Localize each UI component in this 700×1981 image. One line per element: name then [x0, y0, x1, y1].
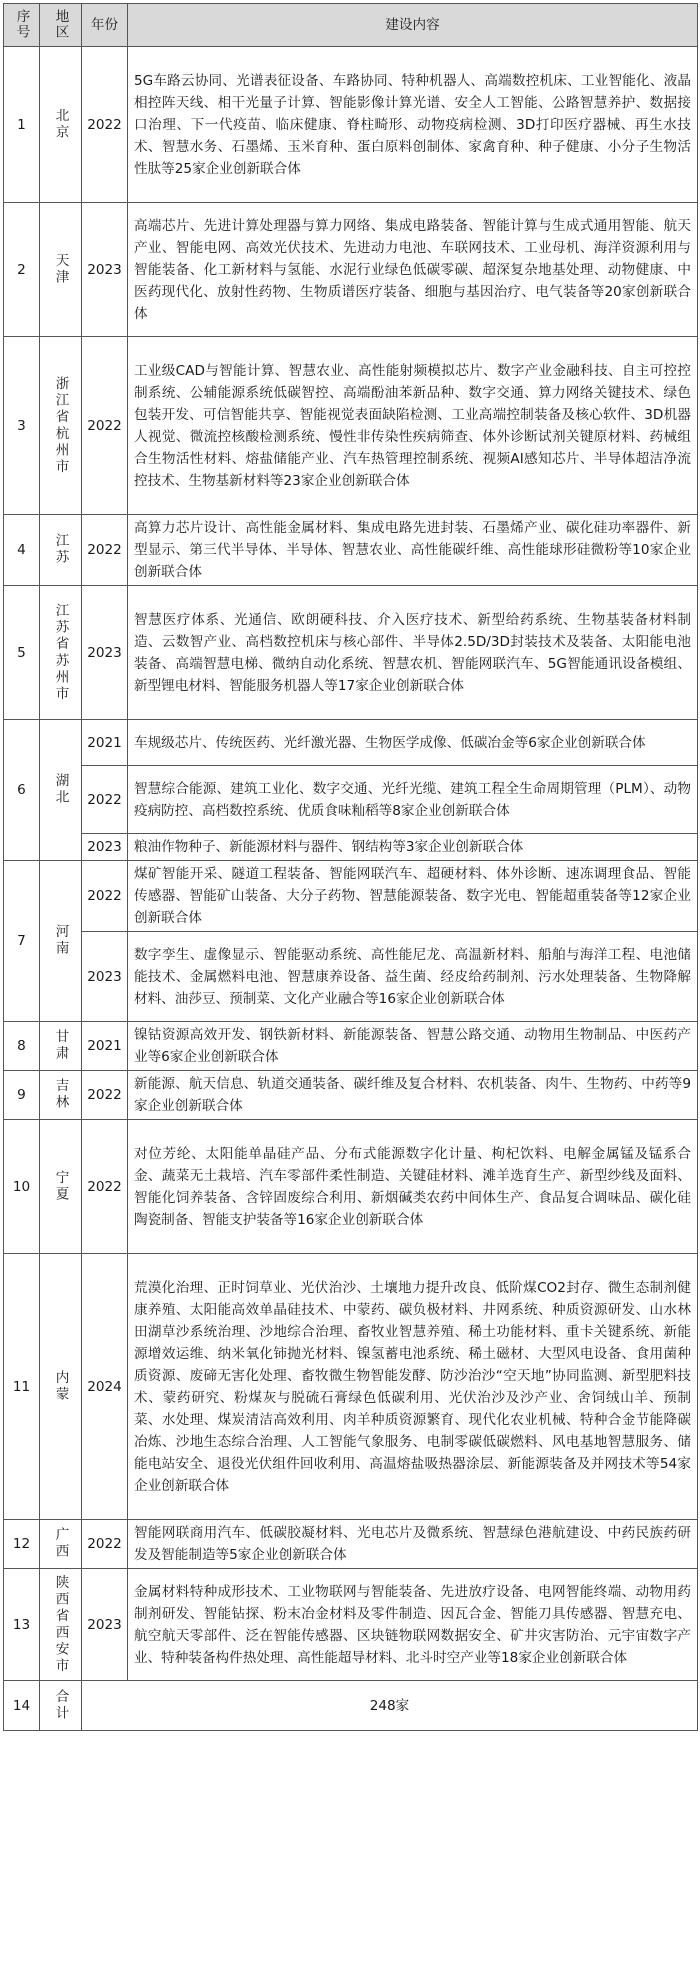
row-number: 9: [4, 1071, 40, 1120]
region-cell: 江苏: [40, 515, 82, 586]
content-cell: 工业级CAD与智能计算、智慧农业、高性能射频模拟芯片、数字产业金融科技、自主可控控制系统、公辅能源系统低碳智控、高端酚油苯新品种、数字交通、算力网络关键技术、绿色包装开发、可信智能共享、智能视觉表面缺陷检测、工业高端控制装备及核心软件、3D机器人视觉、微流控核酸检测系统、慢性非传染性疾病筛查、体外诊断试剂关键原材料、药械组合生物活性材料、熔盐储能产业、汽车热管理控制系统、视频AI感知芯片、半导体超洁净流控技术、生物基新材料等23家企业创新联合体: [128, 337, 698, 515]
total-label: 合计: [40, 1681, 82, 1731]
year-cell: 2022: [82, 861, 128, 932]
content-cell: 车规级芯片、传统医药、光纤激光器、生物医学成像、低碳冶金等6家企业创新联合体: [128, 720, 698, 766]
row-number: 13: [4, 1569, 40, 1681]
content-cell: 数字孪生、虚像显示、智能驱动系统、高性能尼龙、高温新材料、船舶与海洋工程、电池储能技术、金属燃料电池、智慧康养设备、益生菌、经皮给药制剂、污水处理装备、生物降解材料、油莎豆、预制菜、文化产业融合等16家企业创新联合体: [128, 932, 698, 1022]
table-row: [4, 1071, 698, 1120]
content-cell: 智慧综合能源、建筑工业化、数字交通、光纤光缆、建筑工程全生命周期管理（PLM）、动物疫病防控、高档数控系统、优质食味籼稻等8家企业创新联合体: [128, 766, 698, 834]
row-number: 1: [4, 47, 40, 203]
year-cell: 2022: [82, 1520, 128, 1569]
header-year: 年份: [82, 4, 128, 47]
table-row: [4, 720, 698, 766]
header-seq: 序号: [4, 4, 40, 47]
total-value: 248家: [82, 1681, 698, 1731]
table-row: [4, 203, 698, 337]
header-region: 地区: [40, 4, 82, 47]
region-cell: 陕西省西安市: [40, 1569, 82, 1681]
region-cell: 北京: [40, 47, 82, 203]
table-row: [4, 861, 698, 932]
row-number: 4: [4, 515, 40, 586]
table-row: [4, 337, 698, 515]
region-cell: 宁夏: [40, 1120, 82, 1254]
row-number: 11: [4, 1254, 40, 1520]
table-row: [4, 1120, 698, 1254]
table-row: [4, 47, 698, 203]
year-cell: 2023: [82, 1569, 128, 1681]
content-cell: 5G车路云协同、光谱表征设备、车路协同、特种机器人、高端数控机床、工业智能化、液晶相控阵天线、相干光量子计算、智能影像计算光谱、安全人工智能、公路智慧养护、数据接口治理、下一代疫苗、临床健康、脊柱畸形、动物疫病检测、3D打印医疗器械、再生水技术、智慧水务、石墨烯、玉米育种、蛋白原料创制体、家禽育种、种子健康、小分子生物活性肽等25家企业创新联合体: [128, 47, 698, 203]
year-cell: 2021: [82, 1022, 128, 1071]
region-cell: 湖北: [40, 720, 82, 861]
content-cell: 智慧医疗体系、光通信、欧朗硬科技、介入医疗技术、新型给药系统、生物基装备材料制造、云数智产业、高档数控机床与核心部件、半导体2.5D/3D封装技术及装备、太阳能电池装备、高端智慧电梯、微纳自动化系统、智慧农机、智能网联汽车、5G智能通讯设备模组、新型锂电材料、智能服务机器人等17家企业创新联合体: [128, 586, 698, 720]
table-row: [4, 1022, 698, 1071]
table-row: [4, 834, 698, 861]
table-row: [4, 1520, 698, 1569]
innovation-consortia-table: [3, 3, 698, 1731]
year-cell: 2023: [82, 203, 128, 337]
year-cell: 2024: [82, 1254, 128, 1520]
region-cell: 河南: [40, 861, 82, 1022]
header-content: 建设内容: [128, 4, 698, 47]
year-cell: 2023: [82, 932, 128, 1022]
content-cell: 高端芯片、先进计算处理器与算力网络、集成电路装备、智能计算与生成式通用智能、航天产业、智能电网、高效光伏技术、先进动力电池、车联网技术、工业母机、海洋资源利用与智能装备、化工新材料与氢能、水泥行业绿色低碳零碳、超深复杂地基处理、动物健康、中医药现代化、放射性药物、生物质谱医疗装备、细胞与基因治疗、电气装备等20家创新联合体: [128, 203, 698, 337]
region-cell: 吉林: [40, 1071, 82, 1120]
content-cell: 镍钴资源高效开发、钢铁新材料、新能源装备、智慧公路交通、动物用生物制品、中医药产业等6家企业创新联合体: [128, 1022, 698, 1071]
year-cell: 2022: [82, 1120, 128, 1254]
table-row: [4, 1254, 698, 1520]
region-cell: 天津: [40, 203, 82, 337]
year-cell: 2022: [82, 515, 128, 586]
region-cell: 广西: [40, 1520, 82, 1569]
table-row: [4, 932, 698, 1022]
row-number: 2: [4, 203, 40, 337]
content-cell: 荒漠化治理、正时饲草业、光伏治沙、土壤地力提升改良、低阶煤CO2封存、微生态制剂健康养殖、太阳能高效单晶硅技术、中蒙药、碳负极材料、井网系统、种质资源研发、山水林田湖草沙系统治理、沙地综合治理、畜牧业智慧养殖、稀土功能材料、重卡关键系统、新能源增效运维、纳米氧化铈抛光材料、镍氢蓄电池系统、稀土磁材、大型风电设备、食用菌种质资源、废碲无害化处理、畜牧微生物智能发酵、防沙治沙“空天地”协同监测、新型肥料技术、蒙药研究、粉煤灰与脱硫石膏绿色低碳利用、光伏治沙及沙产业、舍饲绒山羊、预制菜、水处理、煤炭清洁高效利用、肉羊种质资源繁育、现代化农业机械、特种合金节能降碳冶炼、沙地生态综合治理、人工智能气象服务、电制零碳低碳燃料、风电基地智慧服务、储能电站安全、退役光伏组件回收利用、高温熔盐吸热器涂层、新能源装备及并网技术等54家企业创新联合体: [128, 1254, 698, 1520]
row-number: 5: [4, 586, 40, 720]
table-body: [4, 47, 698, 1731]
content-cell: 对位芳纶、太阳能单晶硅产品、分布式能源数字化计量、枸杞饮料、电解金属锰及锰系合金、蔬菜无土栽培、汽车零部件柔性制造、关键硅材料、滩羊选育生产、新型纱线及面料、智能化饲养装备、含锌固废综合利用、新烟碱类农药中间体生产、食品复合调味品、碳化硅陶瓷制备、智能支护装备等16家企业创新联合体: [128, 1120, 698, 1254]
table-row: [4, 766, 698, 834]
year-cell: 2023: [82, 834, 128, 861]
content-cell: 智能网联商用汽车、低碳胶凝材料、光电芯片及微系统、智慧绿色港航建设、中药民族药研发及智能制造等5家企业创新联合体: [128, 1520, 698, 1569]
total-row: [4, 1681, 698, 1731]
region-cell: 江苏省苏州市: [40, 586, 82, 720]
content-cell: 煤矿智能开采、隧道工程装备、智能网联汽车、超硬材料、体外诊断、速冻调理食品、智能传感器、智能矿山装备、大分子药物、智慧能源装备、数字光电、智能超重装备等12家企业创新联合体: [128, 861, 698, 932]
total-row-number: 14: [4, 1681, 40, 1731]
table-row: [4, 586, 698, 720]
region-cell: 甘肃: [40, 1022, 82, 1071]
content-cell: 金属材料特种成形技术、工业物联网与智能装备、先进放疗设备、电网智能终端、动物用药制剂研发、智能钻探、粉末冶金材料及零件制造、因瓦合金、智能刀具传感器、智慧充电、航空航天零部件、泛在智能传感器、区块链物联网数据安全、矿井灾害防治、元宇宙数字产业、特种装备构件热处理、高性能超导材料、北斗时空产业等18家企业创新联合体: [128, 1569, 698, 1681]
year-cell: 2022: [82, 1071, 128, 1120]
row-number: 12: [4, 1520, 40, 1569]
table-row: [4, 1569, 698, 1681]
region-cell: 内蒙: [40, 1254, 82, 1520]
year-cell: 2022: [82, 337, 128, 515]
row-number: 8: [4, 1022, 40, 1071]
content-cell: 粮油作物种子、新能源材料与器件、钢结构等3家企业创新联合体: [128, 834, 698, 861]
region-cell: 浙江省杭州市: [40, 337, 82, 515]
row-number: 3: [4, 337, 40, 515]
table-row: [4, 515, 698, 586]
year-cell: 2022: [82, 766, 128, 834]
year-cell: 2023: [82, 586, 128, 720]
row-number: 10: [4, 1120, 40, 1254]
content-cell: 高算力芯片设计、高性能金属材料、集成电路先进封装、石墨烯产业、碳化硅功率器件、新型显示、第三代半导体、半导体、智慧农业、高性能碳纤维、高性能球形硅微粉等10家企业创新联合体: [128, 515, 698, 586]
content-cell: 新能源、航天信息、轨道交通装备、碳纤维及复合材料、农机装备、肉牛、生物药、中药等9家企业创新联合体: [128, 1071, 698, 1120]
row-number: 6: [4, 720, 40, 861]
row-number: 7: [4, 861, 40, 1022]
year-cell: 2021: [82, 720, 128, 766]
table-header-row: [4, 4, 698, 47]
year-cell: 2022: [82, 47, 128, 203]
